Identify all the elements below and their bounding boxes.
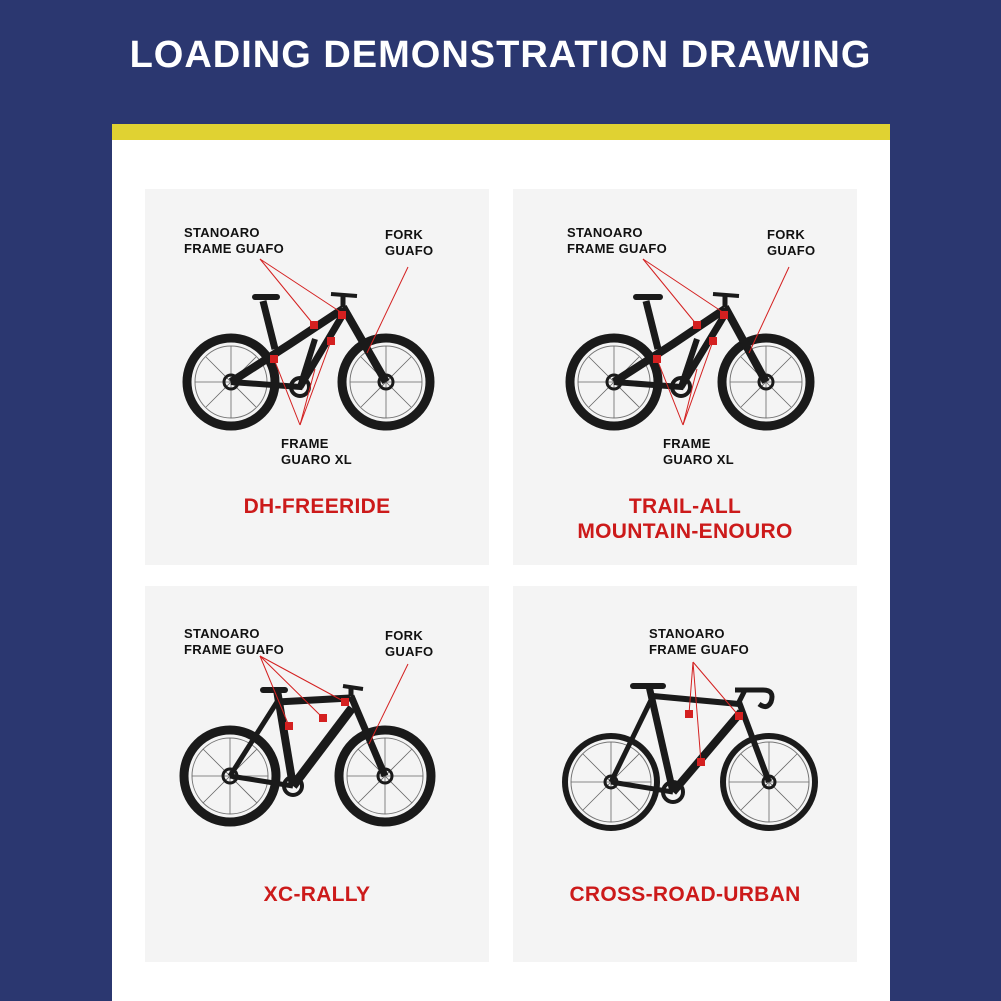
standard-frame-guard-label: STANOARO FRAME GUAFO — [649, 626, 750, 657]
fork-guard-label: FORK GUAFO — [385, 628, 434, 659]
category-label: TRAIL-ALL MOUNTAIN-ENOURO — [577, 495, 793, 543]
standard-frame-guard-label: STANOARO FRAME GUAFO — [184, 225, 285, 256]
card-xc-rally — [145, 586, 489, 962]
standard-frame-guard-label: STANOARO FRAME GUAFO — [184, 626, 285, 657]
page-title: LOADING DEMONSTRATION DRAWING — [129, 34, 872, 76]
fork-guard-label: FORK GUAFO — [767, 227, 816, 258]
card-cross-road-urban — [513, 586, 857, 962]
category-label: DH-FREERIDE — [243, 495, 391, 518]
standard-frame-guard-label: STANOARO FRAME GUAFO — [567, 225, 668, 256]
card-trail-all-mountain — [513, 189, 857, 565]
category-label: XC-RALLY — [263, 883, 371, 906]
frame-guard-xl-label: FRAME GUARO XL — [281, 436, 353, 467]
category-label: CROSS-ROAD-URBAN — [569, 883, 801, 906]
accent-bar — [112, 124, 890, 140]
frame-guard-xl-label: FRAME GUARO XL — [663, 436, 735, 467]
card-dh-freeride — [145, 189, 489, 565]
fork-guard-label: FORK GUAFO — [385, 227, 434, 258]
